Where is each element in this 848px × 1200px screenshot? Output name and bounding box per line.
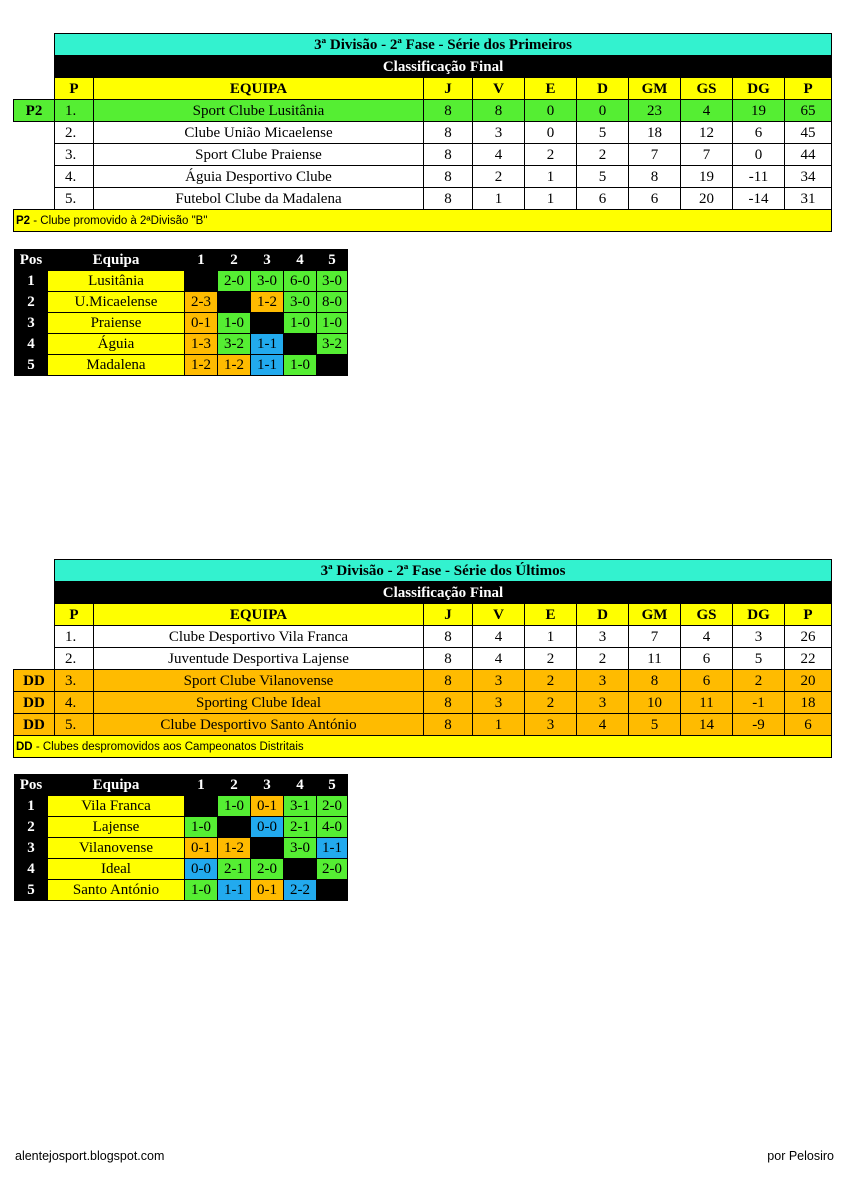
note-code: DD <box>16 740 33 753</box>
row-points: 34 <box>785 166 832 188</box>
matrix-row <box>15 313 348 334</box>
row-wins: 1 <box>473 188 525 210</box>
matrix-pos: 3 <box>15 838 48 859</box>
matrix-team: Lusitânia <box>48 271 185 292</box>
matrix-result: 1-0 <box>185 817 218 838</box>
row-played: 8 <box>424 670 473 692</box>
row-goals-for: 6 <box>629 188 681 210</box>
row-team: Clube Desportivo Vila Franca <box>94 626 424 648</box>
row-losses: 0 <box>577 100 629 122</box>
row-tag <box>14 166 55 188</box>
matrix-result: 1-0 <box>218 796 251 817</box>
table-subtitle: Classificação Final <box>55 56 832 78</box>
matrix-result: 2-0 <box>317 859 348 880</box>
matrix-result: 3-2 <box>218 334 251 355</box>
footer-site[interactable]: alentejosport.blogspot.com <box>15 1149 165 1163</box>
row-team: Clube União Micaelense <box>94 122 424 144</box>
matrix-result: 1-1 <box>317 838 348 859</box>
matrix-result: 1-0 <box>284 313 317 334</box>
matrix-header: 1 <box>185 775 218 796</box>
row-goals-for: 8 <box>629 670 681 692</box>
standings-table-ultimos <box>13 559 832 758</box>
note-code: P2 <box>16 214 31 227</box>
matrix-result: 6-0 <box>284 271 317 292</box>
matrix-result: 0-0 <box>185 859 218 880</box>
row-goals-against: 20 <box>681 188 733 210</box>
row-position: 3. <box>55 670 94 692</box>
col-header: GM <box>629 604 681 626</box>
col-header: GS <box>681 78 733 100</box>
col-header: V <box>473 78 525 100</box>
row-goals-for: 5 <box>629 714 681 736</box>
row-goals-for: 7 <box>629 626 681 648</box>
matrix-result: 4-0 <box>317 817 348 838</box>
row-draws: 3 <box>525 714 577 736</box>
row-tag: DD <box>14 714 55 736</box>
row-goals-for: 7 <box>629 144 681 166</box>
row-goal-diff: -14 <box>733 188 785 210</box>
matrix-team: Vila Franca <box>48 796 185 817</box>
row-draws: 2 <box>525 144 577 166</box>
matrix-pos: 4 <box>15 859 48 880</box>
row-goals-against: 19 <box>681 166 733 188</box>
matrix-team: Santo António <box>48 880 185 901</box>
row-tag <box>14 144 55 166</box>
matrix-result: 1-2 <box>218 838 251 859</box>
note-text: - Clubes despromovidos aos Campeonatos Distritais <box>32 740 304 753</box>
matrix-result: 1-1 <box>218 880 251 901</box>
row-tag <box>14 648 55 670</box>
matrix-row <box>15 334 348 355</box>
table-row <box>14 188 832 210</box>
matrix-result: 3-2 <box>317 334 348 355</box>
matrix-result: 3-0 <box>317 271 348 292</box>
matrix-result: 1-0 <box>317 313 348 334</box>
row-goals-against: 6 <box>681 648 733 670</box>
col-header: J <box>424 604 473 626</box>
matrix-result: 1-1 <box>251 355 284 376</box>
row-points: 20 <box>785 670 832 692</box>
row-wins: 4 <box>473 648 525 670</box>
row-team: Sport Clube Praiense <box>94 144 424 166</box>
row-position: 5. <box>55 188 94 210</box>
row-points: 22 <box>785 648 832 670</box>
row-points: 18 <box>785 692 832 714</box>
matrix-row <box>15 817 348 838</box>
matrix-team: Praiense <box>48 313 185 334</box>
results-matrix-primeiros <box>14 249 348 376</box>
table-row <box>14 166 832 188</box>
col-header: DG <box>733 78 785 100</box>
row-played: 8 <box>424 100 473 122</box>
row-points: 6 <box>785 714 832 736</box>
row-losses: 3 <box>577 670 629 692</box>
matrix-team: Águia <box>48 334 185 355</box>
row-points: 26 <box>785 626 832 648</box>
note-text: - Clube promovido à 2ªDivisão "B" <box>30 214 208 227</box>
results-matrix-ultimos <box>14 774 348 901</box>
matrix-result: 2-2 <box>284 880 317 901</box>
matrix-header: 5 <box>317 250 348 271</box>
row-goal-diff: 3 <box>733 626 785 648</box>
matrix-header: Equipa <box>48 250 185 271</box>
matrix-blank-cell <box>251 838 284 859</box>
row-goals-for: 23 <box>629 100 681 122</box>
row-losses: 2 <box>577 144 629 166</box>
matrix-result: 1-2 <box>251 292 284 313</box>
matrix-header: 1 <box>185 250 218 271</box>
row-goal-diff: 5 <box>733 648 785 670</box>
row-goals-for: 10 <box>629 692 681 714</box>
row-goals-against: 4 <box>681 626 733 648</box>
row-position: 4. <box>55 166 94 188</box>
matrix-blank-cell <box>185 271 218 292</box>
matrix-result: 1-1 <box>251 334 284 355</box>
matrix-result: 1-0 <box>284 355 317 376</box>
matrix-result: 2-0 <box>251 859 284 880</box>
col-header: D <box>577 604 629 626</box>
row-played: 8 <box>424 188 473 210</box>
matrix-header: 4 <box>284 250 317 271</box>
matrix-row <box>15 880 348 901</box>
matrix-pos: 4 <box>15 334 48 355</box>
col-header: D <box>577 78 629 100</box>
matrix-result: 2-1 <box>218 859 251 880</box>
footer-author: por Pelosiro <box>767 1149 834 1163</box>
row-goals-against: 4 <box>681 100 733 122</box>
row-losses: 6 <box>577 188 629 210</box>
matrix-result: 2-0 <box>317 796 348 817</box>
matrix-result: 1-2 <box>218 355 251 376</box>
matrix-result: 1-3 <box>185 334 218 355</box>
matrix-result: 0-0 <box>251 817 284 838</box>
row-losses: 3 <box>577 626 629 648</box>
row-played: 8 <box>424 714 473 736</box>
matrix-pos: 2 <box>15 817 48 838</box>
row-position: 3. <box>55 144 94 166</box>
row-goal-diff: 2 <box>733 670 785 692</box>
col-header: DG <box>733 604 785 626</box>
row-losses: 5 <box>577 122 629 144</box>
row-team: Juventude Desportiva Lajense <box>94 648 424 670</box>
row-points: 65 <box>785 100 832 122</box>
col-header: EQUIPA <box>94 78 424 100</box>
table-row <box>14 122 832 144</box>
matrix-result: 2-3 <box>185 292 218 313</box>
matrix-team: U.Micaelense <box>48 292 185 313</box>
row-points: 45 <box>785 122 832 144</box>
row-position: 1. <box>55 626 94 648</box>
matrix-row <box>15 859 348 880</box>
matrix-header: 2 <box>218 775 251 796</box>
col-header: J <box>424 78 473 100</box>
matrix-result: 3-0 <box>251 271 284 292</box>
col-header: P <box>55 604 94 626</box>
row-played: 8 <box>424 122 473 144</box>
table-note <box>14 736 832 758</box>
matrix-result: 0-1 <box>251 796 284 817</box>
row-draws: 1 <box>525 626 577 648</box>
row-draws: 0 <box>525 122 577 144</box>
table-row <box>14 144 832 166</box>
row-team: Sport Clube Lusitânia <box>94 100 424 122</box>
matrix-row <box>15 796 348 817</box>
matrix-result: 3-0 <box>284 292 317 313</box>
row-wins: 4 <box>473 144 525 166</box>
matrix-pos: 5 <box>15 355 48 376</box>
matrix-header: Equipa <box>48 775 185 796</box>
table-row <box>14 714 832 736</box>
row-draws: 2 <box>525 670 577 692</box>
row-points: 44 <box>785 144 832 166</box>
col-header: EQUIPA <box>94 604 424 626</box>
row-points: 31 <box>785 188 832 210</box>
table-row <box>14 692 832 714</box>
matrix-pos: 2 <box>15 292 48 313</box>
matrix-header: Pos <box>15 250 48 271</box>
matrix-team: Vilanovense <box>48 838 185 859</box>
row-goals-against: 7 <box>681 144 733 166</box>
row-tag: P2 <box>14 100 55 122</box>
table-title: 3ª Divisão - 2ª Fase - Série dos Primeiros <box>55 34 832 56</box>
matrix-result: 0-1 <box>185 313 218 334</box>
table-row <box>14 626 832 648</box>
matrix-result: 3-0 <box>284 838 317 859</box>
row-team: Sporting Clube Ideal <box>94 692 424 714</box>
col-header: E <box>525 604 577 626</box>
row-wins: 3 <box>473 692 525 714</box>
col-header: V <box>473 604 525 626</box>
matrix-header: Pos <box>15 775 48 796</box>
row-goal-diff: 0 <box>733 144 785 166</box>
matrix-header: 3 <box>251 250 284 271</box>
row-draws: 0 <box>525 100 577 122</box>
matrix-pos: 5 <box>15 880 48 901</box>
matrix-team: Lajense <box>48 817 185 838</box>
matrix-blank-cell <box>317 880 348 901</box>
row-losses: 2 <box>577 648 629 670</box>
row-tag <box>14 188 55 210</box>
matrix-result: 1-0 <box>218 313 251 334</box>
matrix-pos: 1 <box>15 796 48 817</box>
col-header: GM <box>629 78 681 100</box>
matrix-result: 1-2 <box>185 355 218 376</box>
matrix-result: 8-0 <box>317 292 348 313</box>
matrix-header: 3 <box>251 775 284 796</box>
row-goals-for: 11 <box>629 648 681 670</box>
row-team: Águia Desportivo Clube <box>94 166 424 188</box>
row-wins: 3 <box>473 670 525 692</box>
row-tag <box>14 122 55 144</box>
row-position: 4. <box>55 692 94 714</box>
matrix-pos: 3 <box>15 313 48 334</box>
row-position: 2. <box>55 122 94 144</box>
standings-table-primeiros <box>13 33 832 232</box>
table-row <box>14 670 832 692</box>
col-header: GS <box>681 604 733 626</box>
col-header: P <box>55 78 94 100</box>
col-header: P <box>785 78 832 100</box>
row-losses: 4 <box>577 714 629 736</box>
matrix-result: 0-1 <box>185 838 218 859</box>
row-position: 5. <box>55 714 94 736</box>
matrix-row <box>15 355 348 376</box>
matrix-team: Ideal <box>48 859 185 880</box>
row-goal-diff: 6 <box>733 122 785 144</box>
matrix-result: 2-0 <box>218 271 251 292</box>
row-wins: 8 <box>473 100 525 122</box>
row-goals-against: 6 <box>681 670 733 692</box>
row-goals-against: 11 <box>681 692 733 714</box>
row-goals-for: 8 <box>629 166 681 188</box>
matrix-result: 1-0 <box>185 880 218 901</box>
row-wins: 3 <box>473 122 525 144</box>
row-losses: 3 <box>577 692 629 714</box>
matrix-row <box>15 271 348 292</box>
row-goal-diff: 19 <box>733 100 785 122</box>
row-tag <box>14 626 55 648</box>
table-title: 3ª Divisão - 2ª Fase - Série dos Últimos <box>55 560 832 582</box>
matrix-row <box>15 838 348 859</box>
row-goal-diff: -9 <box>733 714 785 736</box>
row-position: 1. <box>55 100 94 122</box>
row-draws: 1 <box>525 166 577 188</box>
matrix-row <box>15 292 348 313</box>
table-row <box>14 100 832 122</box>
matrix-result: 3-1 <box>284 796 317 817</box>
row-wins: 4 <box>473 626 525 648</box>
row-played: 8 <box>424 166 473 188</box>
row-goal-diff: -11 <box>733 166 785 188</box>
table-subtitle: Classificação Final <box>55 582 832 604</box>
row-played: 8 <box>424 626 473 648</box>
row-played: 8 <box>424 144 473 166</box>
row-team: Futebol Clube da Madalena <box>94 188 424 210</box>
matrix-blank-cell <box>218 292 251 313</box>
row-losses: 5 <box>577 166 629 188</box>
row-draws: 2 <box>525 692 577 714</box>
col-header: E <box>525 78 577 100</box>
matrix-result: 2-1 <box>284 817 317 838</box>
matrix-blank-cell <box>284 859 317 880</box>
matrix-blank-cell <box>185 796 218 817</box>
row-goals-for: 18 <box>629 122 681 144</box>
row-draws: 2 <box>525 648 577 670</box>
matrix-blank-cell <box>317 355 348 376</box>
row-played: 8 <box>424 692 473 714</box>
row-position: 2. <box>55 648 94 670</box>
matrix-blank-cell <box>284 334 317 355</box>
row-draws: 1 <box>525 188 577 210</box>
col-header: P <box>785 604 832 626</box>
matrix-header: 2 <box>218 250 251 271</box>
row-goals-against: 12 <box>681 122 733 144</box>
matrix-team: Madalena <box>48 355 185 376</box>
matrix-blank-cell <box>251 313 284 334</box>
row-wins: 2 <box>473 166 525 188</box>
row-tag: DD <box>14 670 55 692</box>
matrix-header: 4 <box>284 775 317 796</box>
row-team: Clube Desportivo Santo António <box>94 714 424 736</box>
row-goal-diff: -1 <box>733 692 785 714</box>
matrix-blank-cell <box>218 817 251 838</box>
matrix-result: 0-1 <box>251 880 284 901</box>
row-wins: 1 <box>473 714 525 736</box>
row-team: Sport Clube Vilanovense <box>94 670 424 692</box>
matrix-header: 5 <box>317 775 348 796</box>
table-note <box>14 210 832 232</box>
matrix-pos: 1 <box>15 271 48 292</box>
table-row <box>14 648 832 670</box>
row-played: 8 <box>424 648 473 670</box>
row-tag: DD <box>14 692 55 714</box>
row-goals-against: 14 <box>681 714 733 736</box>
